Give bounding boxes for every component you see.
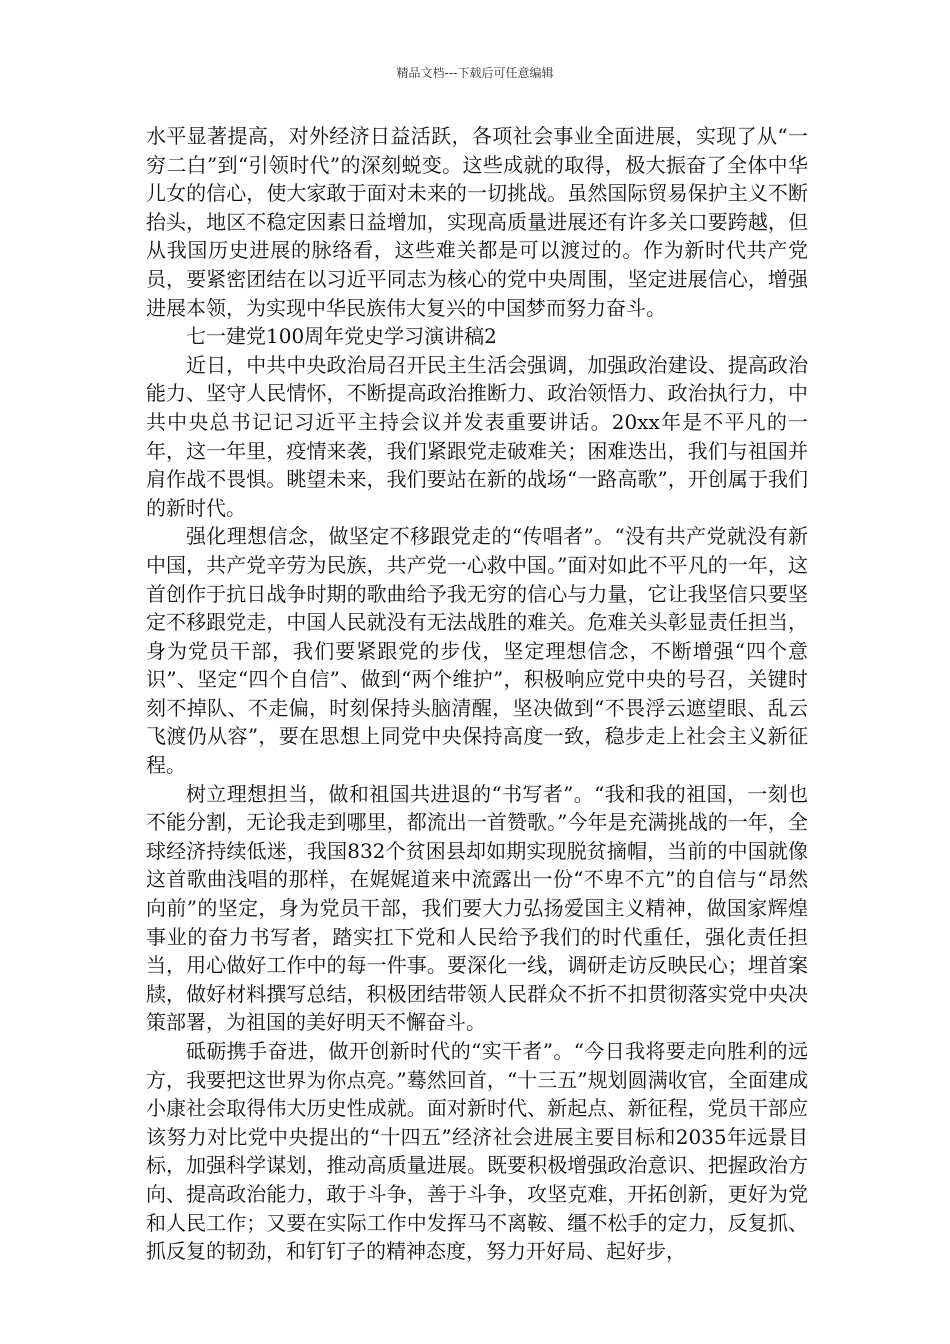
document-body (146, 122, 808, 1266)
paragraph-writer: 树立理想担当，做和祖国共进退的“书写者”。“我和我的祖国，一刻也不能分割，无论我走到哪里，都流出一首赞歌。”今年是充满挑战的一年，全球经济持续低迷，我国832个贫困县却如期实现脱贫摘帽，当前的中国就像这首歌曲浅唱的那样，在娓娓道来中流露出一份“不卑不亢”的自信与“昂然向前”的坚定，身为党员干部，我们要大力弘扬爱国主义精神，做国家辉煌事业的奋力书写者，踏实扛下党和人民给予我们的时代重任，强化责任担当，用心做好工作中的每一件事。要深化一线，调研走访反映民心；埋首案牍，做好材料撰写总结，积极团结带领人民群众不折不扣贯彻落实党中央决策部署，为祖国的美好明天不懈奋斗。 (146, 781, 808, 1035)
paragraph-doer: 砥砺携手奋进，做开创新时代的“实干者”。“今日我将要走向胜利的远方，我要把这世界为你点亮。”蓦然回首，“十三五”规划圆满收官，全面建成小康社会取得伟大历史性成就。面对新时代、新起点、新征程，党员干部应该努力对比党中央提出的“十四五”经济社会进展主要目标和2035年远景目标，加强科学谋划，推动高质量进展。既要积极增强政治意识、把握政治方向、提高政治能力，敢于斗争，善于斗争，攻坚克难，开拓创新，更好为党和人民工作；又要在实际工作中发挥马不离鞍、缰不松手的定力，反复抓、抓反复的韧劲，和钉钉子的精神态度，努力开好局、起好步， (146, 1039, 808, 1264)
paragraph-continuation: 水平显著提高，对外经济日益活跃，各项社会事业全面进展，实现了从“一穷二白”到“引领时代”的深刻蜕变。这些成就的取得，极大振奋了全体中华儿女的信心，使大家敢于面对未来的一切挑战。虽然国际贸易保护主义不断抬头，地区不稳定因素日益增加，实现高质量进展还有许多关口要跨越，但从我国历史进展的脉络看，这些难关都是可以渡过的。作为新时代共产党员，要紧密团结在以习近平同志为核心的党中央周围，坚定进展信心，增强进展本领，为实现中华民族伟大复兴的中国梦而努力奋斗。 (146, 124, 808, 320)
paragraph-intro: 近日，中共中央政治局召开民主生活会强调，加强政治建设、提高政治能力、坚守人民情怀，不断提高政治推断力、政治领悟力、政治执行力，中共中央总书记记习近平主持会议并发表重要讲话。20xx年是不平凡的一年，这一年里，疫情来袭，我们紧跟党走破难关；困难迭出，我们与祖国并肩作战不畏惧。眺望未来，我们要站在新的战场“一路高歌”，开创属于我们的新时代。 (146, 352, 808, 520)
paragraph-singer: 强化理想信念，做坚定不移跟党走的“传唱者”。“没有共产党就没有新中国，共产党辛劳为民族，共产党一心救中国。”面对如此不平凡的一年，这首创作于抗日战争时期的歌曲给予我无穷的信心与力量，它让我坚信只要坚定不移跟党走，中国人民就没有无法战胜的难关。危难关头彰显责任担当，身为党员干部，我们要紧跟党的步伐，坚定理想信念，不断增强“四个意识”、坚定“四个自信”、做到“两个维护”，积极响应党中央的号召，关键时刻不掉队、不走偏，时刻保持头脑清醒，坚决做到“不畏浮云遮望眼、乱云飞渡仍从容”，要在思想上同党中央保持高度一致，稳步走上社会主义新征程。 (146, 524, 808, 778)
page-header: 精品文档---下载后可任意编辑 (396, 66, 554, 80)
section-title: 七一建党100周年党史学习演讲稿2 (186, 324, 497, 349)
